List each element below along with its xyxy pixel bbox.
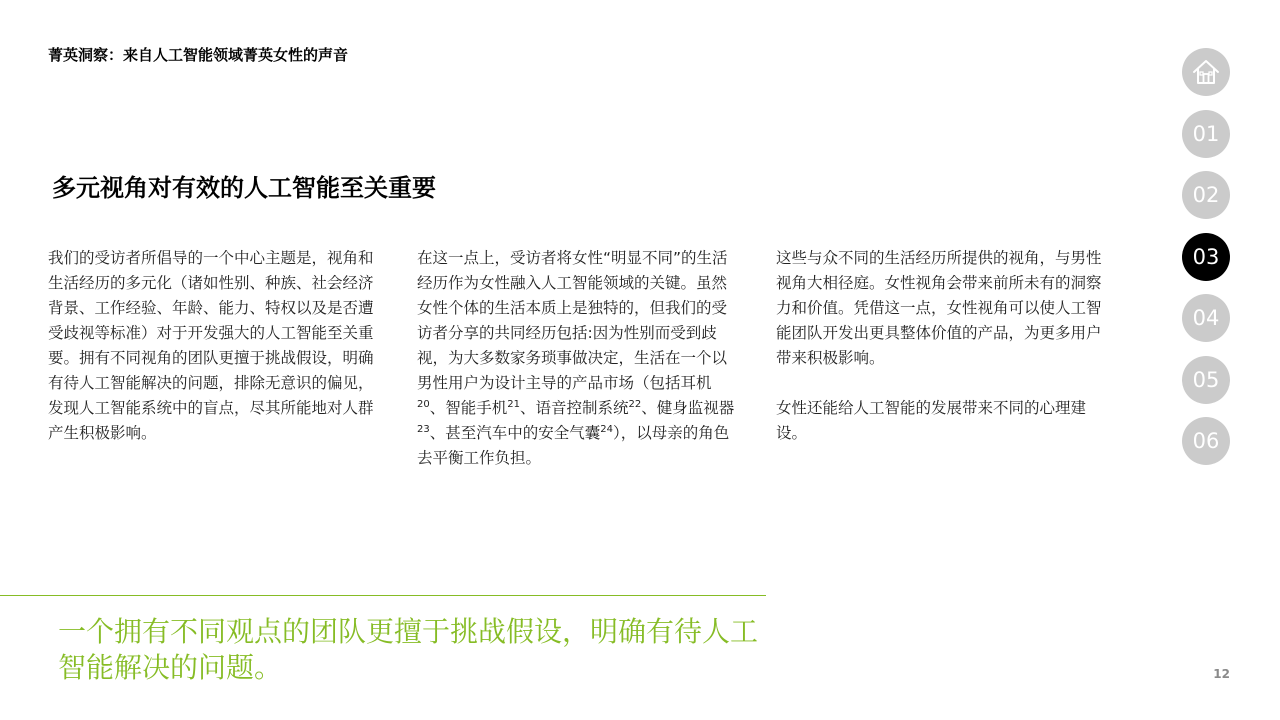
footnote-ref-24[interactable]: 24 — [600, 424, 613, 435]
nav-item-01[interactable]: 01 — [1182, 110, 1230, 158]
text-column-3 — [776, 246, 1102, 471]
pull-quote: 一个拥有不同观点的团队更擅于挑战假设，明确有待人工智能解决的问题。 — [58, 615, 759, 684]
column-1-paragraph: 我们的受访者所倡导的一个中心主题是，视角和生活经历的多元化（诸如性别、种族、社会经济背景、工作经验、年龄、能力、特权以及是否遭受歧视等标准）对于开发强大的人工智能至关重要。拥有不同视角的团队更擅于挑战假设，明确有待人工智能解决的问题，排除无意识的偏见，发现人工智能系统中的盲点，尽其所能地对人群产生积极影响。 — [48, 249, 374, 442]
footnote-ref-22[interactable]: 22 — [628, 399, 642, 410]
footnote-ref-20[interactable]: 20 — [417, 399, 430, 410]
column-2-text-a: 在这一点上，受访者将女性“明显不同”的生活经历作为女性融入人工智能领域的关键。虽然女性个体的生活本质上是独特的，但我们的受访者分享的共同经历包括:因为性别而受到歧视，为大多数家务琐事做决定，生活在一个以男性用户为设计主导的产品市场（包括耳机 — [417, 249, 728, 392]
text-column-1 — [48, 246, 380, 471]
nav-home-button[interactable] — [1182, 48, 1230, 96]
home-icon — [1191, 58, 1221, 86]
nav-item-04[interactable]: 04 — [1182, 294, 1230, 342]
quote-divider-line — [0, 595, 766, 596]
text-column-2 — [417, 246, 739, 496]
footnote-ref-23[interactable]: 23 — [417, 424, 430, 435]
nav-item-03-active[interactable]: 03 — [1182, 233, 1230, 281]
nav-item-05[interactable]: 05 — [1182, 356, 1230, 404]
document-header-title: 菁英洞察：来自人工智能领域菁英女性的声音 — [48, 46, 349, 64]
section-heading: 多元视角对有效的人工智能至关重要 — [52, 174, 436, 202]
column-2-text-e: 、甚至汽车中的安全气囊 — [429, 424, 601, 442]
nav-item-02[interactable]: 02 — [1182, 171, 1230, 219]
column-3-paragraph-1: 这些与众不同的生活经历所提供的视角，与男性视角大相径庭。女性视角会带来前所未有的洞察力和价值。凭借这一点，女性视角可以使人工智能团队开发出更具整体价值的产品，为更多用户带来积极影响。 — [776, 249, 1102, 367]
column-2-text-d: 、健身监视器 — [641, 399, 735, 417]
column-2-paragraph — [417, 246, 739, 471]
footnote-ref-21[interactable]: 21 — [507, 399, 520, 410]
column-2-text-c: 、语音控制系统 — [519, 399, 629, 417]
section-navigation — [1182, 48, 1232, 479]
page-number: 12 — [1213, 667, 1230, 681]
column-2-text-b: 、智能手机 — [429, 399, 508, 417]
column-3-paragraph-2: 女性还能给人工智能的发展带来不同的心理建设。 — [776, 399, 1087, 442]
nav-item-06[interactable]: 06 — [1182, 417, 1230, 465]
column-2-text-f: ），以母亲的角色去平衡工作负担。 — [417, 424, 730, 467]
